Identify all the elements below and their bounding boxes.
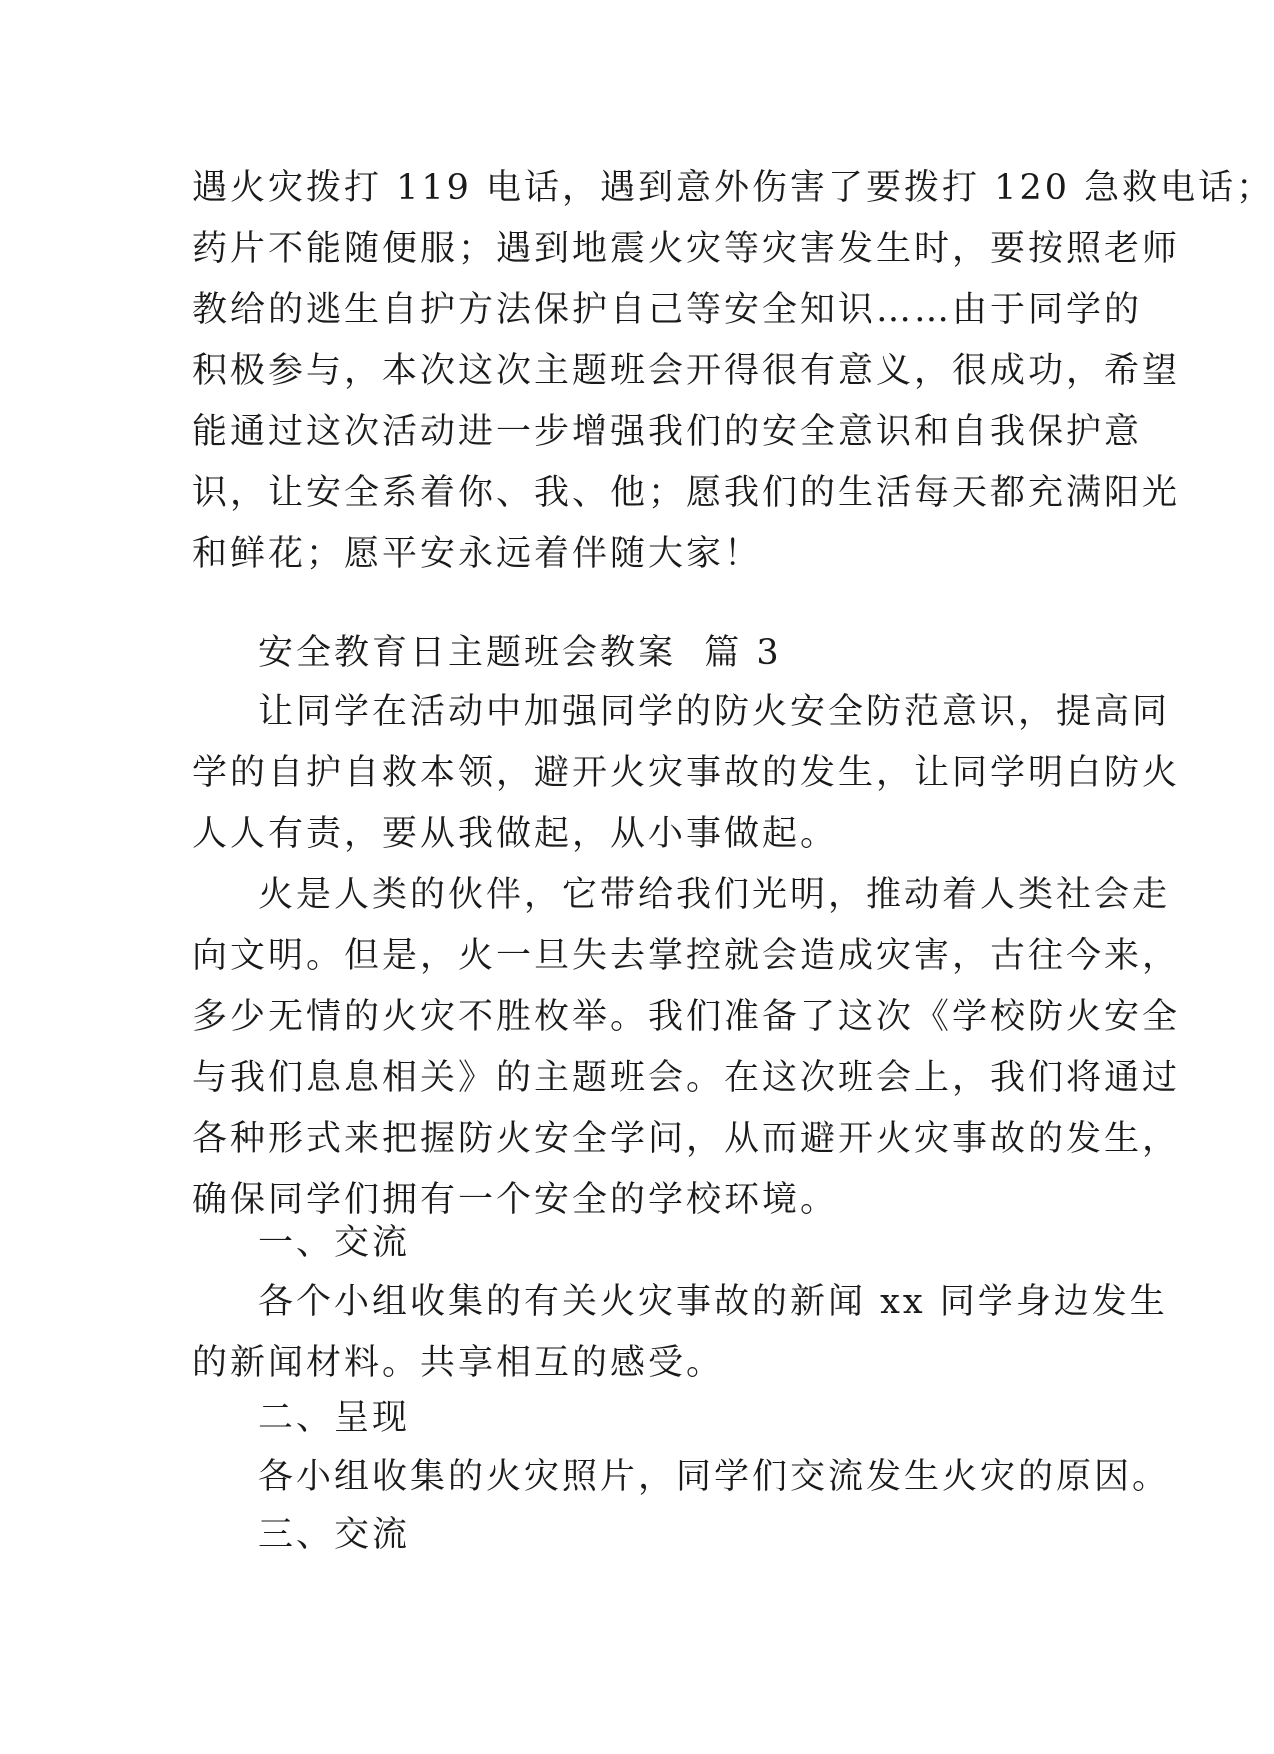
text-line: 学的自护自救本领，避开火灾事故的发生，让同学明白防火 [192, 753, 1181, 793]
text-line: 识，让安全系着你、我、他；愿我们的生活每天都充满阳光 [192, 473, 1181, 513]
paragraph-photos [192, 1447, 1171, 1508]
paragraph-intro [192, 865, 1181, 1231]
text-line: 遇火灾拨打 119 电话，遇到意外伤害了要拨打 120 急救电话； [192, 168, 1274, 208]
heading-text: 三、交流 [258, 1515, 411, 1555]
text-line: 各个小组收集的有关火灾事故的新闻 xx 同学身边发生 [258, 1282, 1168, 1322]
text-line: 能通过这次活动进一步增强我们的安全意识和自我保护意 [192, 412, 1143, 452]
text-line: 多少无情的火灾不胜枚举。我们准备了这次《学校防火安全 [192, 997, 1181, 1037]
heading-exchange-2 [192, 1505, 1072, 1566]
text-line: 的新闻材料。共享相互的感受。 [192, 1343, 725, 1383]
heading-exchange [192, 1213, 1072, 1274]
text-line: 药片不能随便服；遇到地震火灾等灾害发生时，要按照老师 [192, 229, 1181, 269]
text-line: 向文明。但是，火一旦失去掌控就会造成灾害，古往今来， [192, 936, 1181, 976]
text-line: 火是人类的伙伴，它带给我们光明，推动着人类社会走 [258, 875, 1171, 915]
paragraph-continued [192, 158, 1274, 585]
heading-text: 二、呈现 [258, 1398, 411, 1438]
text-line: 与我们息息相关》的主题班会。在这次班会上，我们将通过 [192, 1058, 1181, 1098]
text-line: 各种形式来把握防火安全学问，从而避开火灾事故的发生， [192, 1119, 1181, 1159]
section-title-text: 安全教育日主题班会教案 篇 3 [258, 633, 782, 673]
paragraph-goal [192, 682, 1181, 865]
text-line: 人人有责，要从我做起，从小事做起。 [192, 814, 839, 854]
text-line: 让同学在活动中加强同学的防火安全防范意识，提高同 [258, 692, 1171, 732]
text-line: 各小组收集的火灾照片，同学们交流发生火灾的原因。 [258, 1457, 1171, 1497]
heading-text: 一、交流 [258, 1223, 411, 1263]
text-line: 积极参与，本次这次主题班会开得很有意义，很成功，希望 [192, 351, 1181, 391]
heading-present [192, 1388, 1072, 1449]
text-line: 确保同学们拥有一个安全的学校环境。 [192, 1180, 839, 1220]
text-line: 教给的逃生自护方法保护自己等安全知识……由于同学的 [192, 290, 1143, 330]
text-line: 和鲜花；愿平安永远着伴随大家！ [192, 534, 763, 574]
paragraph-news [192, 1272, 1168, 1394]
section-title [192, 623, 1072, 684]
